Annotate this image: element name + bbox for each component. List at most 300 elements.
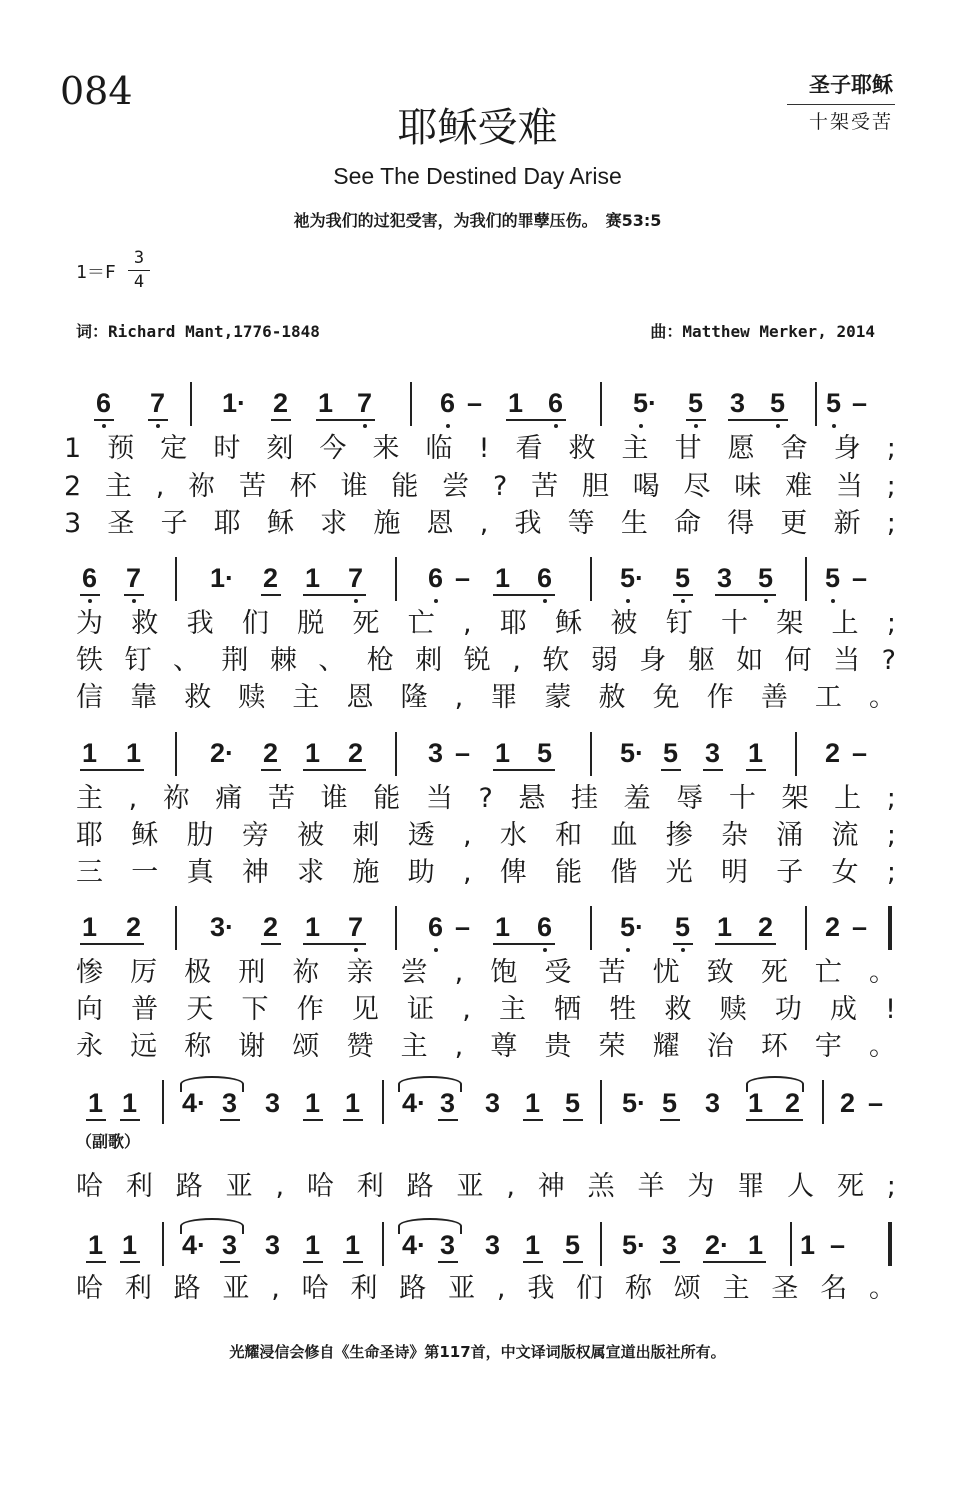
- lyric-char: 隆: [400, 682, 428, 713]
- lyric-char: 颂: [292, 1031, 320, 1062]
- time-signature: [128, 248, 150, 293]
- lyric-char: 利: [124, 1273, 152, 1304]
- score-note: 3: [717, 563, 733, 593]
- score-note: 1: [88, 1088, 104, 1118]
- lyric-char: 真: [186, 857, 214, 888]
- lyric-char: 忧: [652, 957, 680, 988]
- score-note: 5·: [620, 563, 645, 593]
- lyric-char: 如: [736, 645, 764, 676]
- eighth-underline: [303, 943, 366, 945]
- hymn-title-english: See The Destined Day Arise: [333, 163, 622, 189]
- lyric-line: [76, 681, 896, 715]
- lyric-char: 耀: [652, 1031, 680, 1062]
- lyric-char: 亚: [456, 1171, 484, 1202]
- score-note: 1: [800, 1230, 816, 1260]
- eighth-underline: [493, 594, 555, 596]
- score-note: 7: [348, 912, 364, 942]
- score-note: 2: [126, 912, 142, 942]
- barline: [600, 1222, 602, 1266]
- barline: [395, 732, 397, 776]
- category-sub: 十架受苦: [808, 111, 893, 133]
- lyric-char: 致: [706, 957, 734, 988]
- lyric-char: 救: [131, 608, 159, 639]
- lyric-char: 施: [352, 857, 380, 888]
- eighth-underline: [316, 419, 375, 421]
- lyric-char: 锐: [463, 645, 491, 676]
- lyric-char: 荆: [221, 645, 249, 676]
- score-note: 3: [485, 1230, 501, 1260]
- score-note: 2·: [705, 1230, 730, 1260]
- eighth-underline: [303, 1261, 323, 1263]
- lyric-char: 环: [760, 1031, 788, 1062]
- low-octave-dot: [543, 599, 547, 603]
- score-note: 7: [357, 388, 373, 418]
- lyric-char: 谢: [238, 1031, 266, 1062]
- lyric-char: 当: [835, 471, 863, 502]
- lyric-char: ,: [275, 1171, 285, 1202]
- lyric-char: ?: [492, 471, 508, 502]
- lyric-char: 饱: [490, 957, 518, 988]
- lyric-char: 罪: [737, 1171, 765, 1202]
- lyric-line: [76, 1030, 896, 1064]
- final-barline: [888, 1222, 892, 1266]
- score-note: 3: [440, 1230, 456, 1260]
- lyric-char: 味: [734, 471, 762, 502]
- lyric-char: 哈: [76, 1273, 103, 1304]
- lyric-char: ,: [506, 1171, 515, 1202]
- lyric-char: 时: [213, 433, 241, 464]
- score-note: 4·: [402, 1088, 427, 1118]
- lyric-char: ,: [496, 1273, 506, 1304]
- barline: [600, 382, 602, 426]
- score-note: 3: [730, 388, 746, 418]
- eighth-underline: [86, 1261, 106, 1263]
- score-note: 7: [150, 388, 166, 418]
- score-note: 2: [263, 912, 279, 942]
- lyric-char: 救: [664, 994, 692, 1025]
- lyric-char: 新: [833, 508, 861, 539]
- barline: [382, 1222, 384, 1266]
- eighth-underline: [80, 943, 144, 945]
- score-note: 5: [688, 388, 704, 418]
- tie-slur: [746, 1076, 804, 1092]
- score-note: 6: [548, 388, 564, 418]
- lyric-char: 主: [104, 471, 132, 502]
- lyric-char: 铁: [76, 645, 103, 676]
- category-main: 圣子耶稣: [809, 72, 893, 97]
- lyric-char: 求: [320, 508, 348, 539]
- eighth-underline: [261, 943, 281, 945]
- lyric-char: 名: [820, 1273, 848, 1304]
- eighth-underline: [343, 1261, 363, 1263]
- lyric-char: 刻: [266, 433, 294, 464]
- barline: [590, 732, 592, 776]
- lyric-char: !: [478, 433, 490, 464]
- eighth-underline: [728, 419, 788, 421]
- lyric-char: 得: [727, 508, 755, 539]
- lyric-line: [64, 507, 896, 541]
- lyric-char: ,: [128, 783, 138, 814]
- lyric-char: 免: [652, 682, 680, 713]
- lyric-char: 俾: [499, 857, 527, 888]
- low-octave-dot: [446, 424, 450, 428]
- score-note: 2: [825, 912, 841, 942]
- lyric-char: 主: [292, 682, 320, 713]
- lyric-char: 救: [568, 433, 596, 464]
- lyric-char: 我: [186, 608, 214, 639]
- lyric-char: 肋: [186, 820, 214, 851]
- low-octave-dot: [626, 948, 630, 952]
- lyric-char: 刺: [352, 820, 380, 851]
- score-note: 6: [537, 563, 553, 593]
- lyric-char: 神: [241, 857, 269, 888]
- lyric-char: 蒙: [544, 682, 572, 713]
- score-note: –: [852, 388, 868, 418]
- score-note: –: [467, 388, 483, 418]
- lyric-char: 利: [350, 1273, 378, 1304]
- score-note: 5: [663, 738, 679, 768]
- lyric-char: ;: [886, 783, 896, 814]
- lyric-char: 甘: [674, 433, 702, 464]
- barline: [805, 557, 807, 601]
- lyric-char: 当: [425, 783, 453, 814]
- lyric-char: 水: [499, 820, 527, 851]
- score-note: –: [830, 1230, 846, 1260]
- score-note: 1: [88, 1230, 104, 1260]
- score-note: –: [852, 738, 868, 768]
- time-signature-bar: [128, 270, 150, 271]
- barline: [395, 906, 397, 950]
- lyric-char: 为: [687, 1171, 715, 1202]
- lyric-char: 善: [760, 682, 788, 713]
- lyric-char: 稣: [266, 508, 294, 539]
- lyric-char: 死: [836, 1171, 864, 1202]
- lyric-char: !: [885, 994, 896, 1025]
- eighth-underline: [80, 769, 144, 771]
- lyric-char: 透: [407, 820, 435, 851]
- lyric-char: 恩: [426, 508, 454, 539]
- lyric-char: ?: [881, 645, 896, 676]
- barline: [175, 557, 177, 601]
- lyric-char: 十: [720, 608, 748, 639]
- score-note: 2: [273, 388, 289, 418]
- eighth-underline: [261, 769, 281, 771]
- eighth-underline: [438, 1261, 458, 1263]
- low-octave-dot: [639, 424, 643, 428]
- lyric-char: 血: [610, 820, 638, 851]
- eighth-underline: [563, 1119, 583, 1121]
- lyric-char: 路: [406, 1171, 434, 1202]
- score-note: 4·: [182, 1088, 207, 1118]
- lyric-char: 光: [665, 857, 693, 888]
- score-note: 1: [525, 1230, 541, 1260]
- lyric-char: ,: [155, 471, 165, 502]
- lyric-char: 枪: [366, 645, 394, 676]
- lyric-char: 等: [567, 508, 595, 539]
- lyric-char: 普: [131, 994, 159, 1025]
- lyric-char: 利: [356, 1171, 384, 1202]
- lyric-line: [64, 432, 896, 466]
- lyric-line: [76, 782, 896, 816]
- score-note: 2: [825, 738, 841, 768]
- final-barline: [888, 906, 892, 950]
- barline: [162, 1080, 164, 1124]
- score-note: 2: [263, 738, 279, 768]
- lyric-char: ;: [886, 471, 896, 502]
- tie-slur: [398, 1218, 462, 1234]
- lyric-char: 施: [373, 508, 401, 539]
- lyric-char: 主: [400, 1031, 428, 1062]
- low-octave-dot: [626, 599, 630, 603]
- lyric-char: 看: [515, 433, 543, 464]
- lyric-char: 1: [64, 433, 82, 464]
- lyric-char: 何: [784, 645, 812, 676]
- lyric-char: 定: [160, 433, 188, 464]
- lyric-char: 死: [352, 608, 380, 639]
- eighth-underline: [715, 943, 776, 945]
- score-note: –: [455, 563, 471, 593]
- lyric-char: 架: [781, 783, 809, 814]
- lyric-char: 神: [537, 1171, 565, 1202]
- score-note: –: [455, 912, 471, 942]
- lyric-char: 祢: [162, 783, 190, 814]
- lyric-char: 偕: [610, 857, 638, 888]
- lyric-char: 棘: [269, 645, 297, 676]
- lyric-char: 来: [372, 433, 400, 464]
- lyric-char: 、: [318, 645, 346, 676]
- lyric-char: 杂: [720, 820, 748, 851]
- lyric-char: 尊: [490, 1031, 518, 1062]
- lyric-char: 预: [107, 433, 135, 464]
- lyric-char: 贵: [544, 1031, 572, 1062]
- lyric-char: 苦: [238, 471, 266, 502]
- low-octave-dot: [543, 948, 547, 952]
- score-note: 5: [675, 912, 691, 942]
- barline: [382, 1080, 384, 1124]
- eighth-underline: [523, 1261, 543, 1263]
- tie-slur: [398, 1076, 462, 1092]
- lyric-char: 恩: [346, 682, 374, 713]
- lyric-char: 利: [125, 1171, 153, 1202]
- score-note: 3·: [210, 912, 235, 942]
- lyric-char: 赎: [719, 994, 747, 1025]
- lyric-char: 主: [722, 1273, 750, 1304]
- lyric-char: ;: [886, 508, 896, 539]
- eighth-underline: [563, 1261, 583, 1263]
- lyric-char: 赦: [598, 682, 626, 713]
- low-octave-dot: [434, 948, 438, 952]
- score-note: 1: [126, 738, 142, 768]
- tie-slur: [180, 1076, 244, 1092]
- low-octave-dot: [132, 599, 136, 603]
- lyric-char: 荣: [598, 1031, 626, 1062]
- score-note: 5·: [622, 1230, 647, 1260]
- eighth-underline: [493, 769, 555, 771]
- score-note: 2: [348, 738, 364, 768]
- low-octave-dot: [363, 424, 367, 428]
- score-note: 1: [717, 912, 733, 942]
- score-note: 1: [345, 1088, 361, 1118]
- low-octave-dot: [694, 424, 698, 428]
- copyright-note: 光耀浸信会修自《生命圣诗》第117首，中文译词版权属宣道出版社所有。: [229, 1343, 726, 1361]
- lyric-char: 生: [620, 508, 648, 539]
- lyric-char: 3: [64, 508, 82, 539]
- lyric-char: 工: [814, 682, 842, 713]
- score-note: 6: [82, 563, 98, 593]
- lyric-char: 明: [720, 857, 748, 888]
- score-note: 5: [770, 388, 786, 418]
- lyric-char: 身: [639, 645, 667, 676]
- score-note: 2: [785, 1088, 801, 1118]
- lyric-char: ;: [886, 820, 896, 851]
- score-note: 1: [525, 1088, 541, 1118]
- score-note: 2: [758, 912, 774, 942]
- score-note: 1: [748, 738, 764, 768]
- lyric-char: 羞: [623, 783, 651, 814]
- lyric-char: 死: [760, 957, 788, 988]
- lyric-char: ,: [462, 857, 472, 888]
- eighth-underline: [660, 1261, 680, 1263]
- low-octave-dot: [434, 599, 438, 603]
- score-note: 1: [495, 912, 511, 942]
- eighth-underline: [715, 594, 776, 596]
- score-note: 2: [263, 563, 279, 593]
- low-octave-dot: [88, 599, 92, 603]
- score-note: 7: [126, 563, 142, 593]
- eighth-underline: [493, 943, 555, 945]
- eighth-underline: [673, 943, 693, 945]
- score-note: 2: [840, 1088, 856, 1118]
- lyric-char: 主: [498, 994, 526, 1025]
- low-octave-dot: [831, 599, 835, 603]
- lyric-char: 主: [76, 783, 103, 814]
- lyric-char: 身: [833, 433, 861, 464]
- low-octave-dot: [354, 948, 358, 952]
- hymn-title-chinese: 耶稣受难: [397, 105, 558, 151]
- eighth-underline: [86, 1119, 106, 1121]
- lyric-char: 亡: [407, 608, 435, 639]
- lyric-char: 亲: [346, 957, 374, 988]
- lyric-char: 路: [173, 1273, 201, 1304]
- composer-credit: 曲：Matthew Merker, 2014: [650, 322, 875, 341]
- lyric-char: 惨: [76, 957, 103, 988]
- score-note: 6: [537, 912, 553, 942]
- lyric-char: 。: [869, 957, 896, 988]
- lyric-char: 、: [172, 645, 200, 676]
- lyric-char: 难: [785, 471, 813, 502]
- lyric-char: ?: [478, 783, 493, 814]
- lyric-char: 耶: [76, 820, 103, 851]
- score-note: 5: [826, 388, 842, 418]
- low-octave-dot: [764, 599, 768, 603]
- lyric-char: 们: [241, 608, 269, 639]
- barline: [175, 906, 177, 950]
- lyric-char: 能: [391, 471, 419, 502]
- lyricist-credit: 词：Richard Mant,1776-1848: [76, 322, 320, 341]
- eighth-underline: [343, 1119, 363, 1121]
- lyric-char: 十: [728, 783, 756, 814]
- lyric-char: 。: [869, 682, 896, 713]
- lyric-char: 刑: [238, 957, 266, 988]
- lyric-char: 圣: [107, 508, 135, 539]
- eighth-underline: [703, 769, 723, 771]
- lyric-char: ;: [886, 1171, 896, 1202]
- score-note: 3: [265, 1088, 281, 1118]
- lyric-char: 舍: [780, 433, 808, 464]
- lyric-char: 更: [780, 508, 808, 539]
- score-note: 5·: [622, 1088, 647, 1118]
- lyric-line: [76, 819, 896, 853]
- barline: [822, 1080, 824, 1124]
- lyric-char: 羊: [637, 1171, 665, 1202]
- eighth-underline: [746, 1119, 803, 1121]
- score-note: 1: [345, 1230, 361, 1260]
- barline: [162, 1222, 164, 1266]
- score-note: –: [852, 912, 868, 942]
- lyric-char: 亡: [814, 957, 842, 988]
- eighth-underline: [220, 1119, 240, 1121]
- eighth-underline: [660, 1119, 680, 1121]
- barline: [805, 906, 807, 950]
- low-octave-dot: [354, 599, 358, 603]
- score-note: 1·: [210, 563, 235, 593]
- lyric-char: 成: [830, 994, 857, 1025]
- lyric-char: 躯: [687, 645, 715, 676]
- score-note: 3: [222, 1230, 238, 1260]
- score-note: 1·: [222, 388, 247, 418]
- lyric-char: 亚: [448, 1273, 476, 1304]
- lyric-char: 向: [76, 994, 103, 1025]
- lyric-char: 苦: [268, 783, 296, 814]
- barline: [600, 1080, 602, 1124]
- lyric-char: 上: [831, 608, 859, 639]
- score-note: 3: [265, 1230, 281, 1260]
- score-note: 2·: [210, 738, 235, 768]
- lyric-char: 亚: [222, 1273, 250, 1304]
- score-note: 3: [428, 738, 444, 768]
- lyric-char: ,: [271, 1273, 280, 1304]
- lyric-char: 耶: [499, 608, 527, 639]
- lyric-char: ,: [454, 1031, 464, 1062]
- lyric-char: 被: [610, 608, 638, 639]
- lyric-char: 救: [184, 682, 212, 713]
- score-note: 5·: [620, 912, 645, 942]
- score-note: 6: [428, 912, 444, 942]
- lyric-char: 子: [776, 857, 804, 888]
- lyric-line: [76, 956, 896, 990]
- lyric-char: ,: [462, 608, 472, 639]
- barline: [815, 382, 817, 426]
- score-note: 1: [508, 388, 524, 418]
- lyric-char: 证: [407, 994, 435, 1025]
- lyric-char: 哈: [306, 1171, 334, 1202]
- lyric-char: 我: [527, 1273, 555, 1304]
- eighth-underline: [120, 1261, 140, 1263]
- lyric-char: 赎: [238, 682, 266, 713]
- lyric-char: 掺: [665, 820, 693, 851]
- eighth-underline: [124, 594, 144, 596]
- lyric-char: 悬: [518, 783, 546, 814]
- score-note: 5: [565, 1088, 581, 1118]
- score-note: 4·: [182, 1230, 207, 1260]
- barline: [410, 382, 412, 426]
- lyric-char: 能: [373, 783, 401, 814]
- lyric-char: ;: [886, 857, 896, 888]
- lyric-char: 见: [351, 994, 379, 1025]
- lyric-char: 刺: [415, 645, 443, 676]
- lyric-char: 痛: [215, 783, 243, 814]
- lyric-char: 功: [774, 994, 802, 1025]
